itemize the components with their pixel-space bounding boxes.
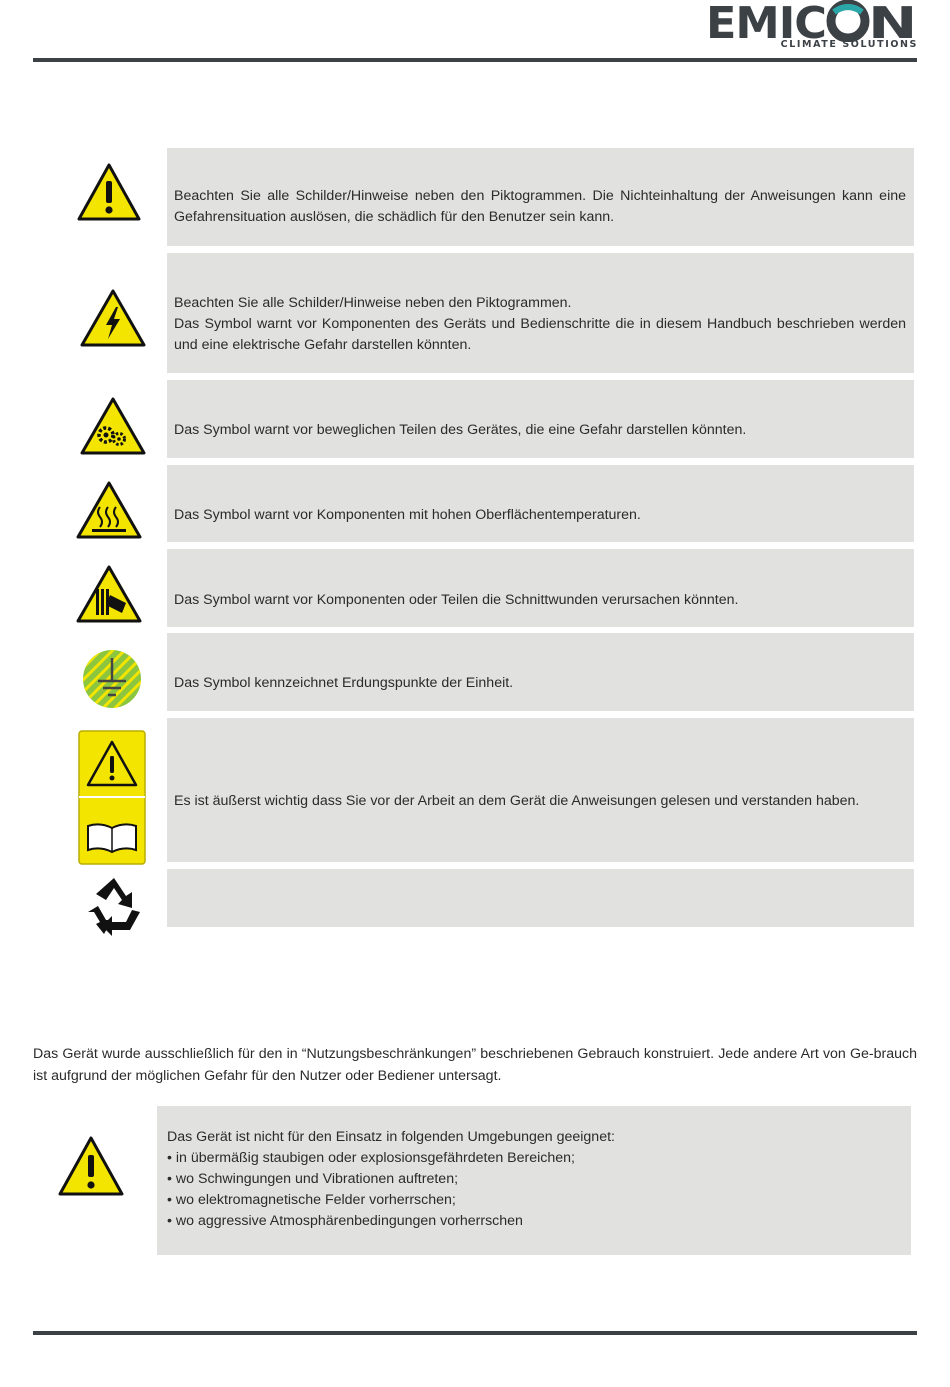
symbol-box-read-manual — [167, 718, 914, 862]
cut-hazard-icon — [76, 565, 142, 623]
symbol-text — [174, 293, 906, 356]
symbol-text: Das Symbol warnt vor Komponenten mit hohen Oberflächentemperaturen. — [174, 507, 641, 523]
recycling-icon — [82, 876, 146, 938]
symbol-text: Das Symbol warnt vor Komponenten oder Teilen die Schnittwunden verursachen könnten. — [174, 592, 739, 608]
read-manual-icon — [78, 730, 146, 865]
usage-warning-line: • wo aggressive Atmosphärenbedingungen vorherrschen — [167, 1213, 523, 1229]
symbol-box-recycling — [167, 869, 914, 927]
usage-warning-line: Das Gerät ist nicht für den Einsatz in folgenden Umgebungen geeignet: — [167, 1129, 615, 1145]
moving-parts-icon — [80, 397, 146, 455]
usage-warning-line: • in übermäßig staubigen oder explosionsgefährdeten Bereichen; — [167, 1150, 575, 1166]
usage-warning-line: • wo elektromagnetische Felder vorherrschen; — [167, 1192, 456, 1208]
symbol-text: Das Symbol warnt vor beweglichen Teilen des Gerätes, die eine Gefahr darstellen könnten. — [174, 422, 747, 438]
electrical-hazard-icon — [80, 289, 146, 347]
symbol-text: Das Symbol kennzeichnet Erdungspunkte der Einheit. — [174, 675, 514, 691]
symbol-text: Beachten Sie alle Schilder/Hinweise neben den Piktogrammen. Die Nichteinhaltung der Anweisungen kann eine Gefahrensituation auslösen, die schädlich für den Benutzer sein kann. — [174, 188, 906, 225]
emicon-logo — [706, 0, 918, 56]
usage-warning-text — [167, 1127, 903, 1232]
general-warning-icon — [77, 163, 141, 221]
svg-text:EMIC: EMIC — [706, 0, 826, 42]
usage-warning-box — [157, 1106, 911, 1255]
symbol-text-line: Beachten Sie alle Schilder/Hinweise neben den Piktogrammen. — [174, 295, 572, 311]
symbol-box-electrical — [167, 253, 914, 373]
logo-wordmark-graphic — [706, 0, 918, 42]
symbol-text-line: Das Symbol warnt vor Komponenten des Geräts und Bedienschritte die in diesem Handbuch beschrieben werden und eine elektrische Gefahr darstellen könnten. — [174, 316, 906, 353]
usage-paragraph: Das Gerät wurde ausschließlich für den in “Nutzungsbeschränkungen” beschriebenen Gebrauch konstruiert. Jede andere Art von Ge-brauch ist aufgrund der möglichen Gefahr für den Nutzer oder Bediener untersagt. — [33, 1046, 917, 1084]
footer-rule — [33, 1331, 917, 1335]
logo-tagline: CLIMATE SOLUTIONS — [780, 39, 918, 50]
header-rule — [33, 58, 917, 62]
svg-text:N: N — [868, 0, 916, 42]
symbol-box-cut-hazard — [167, 549, 914, 627]
hot-surface-icon — [76, 481, 142, 539]
symbol-text: Es ist äußerst wichtig dass Sie vor der Arbeit an dem Gerät die Anweisungen gelesen und verstanden haben. — [174, 793, 860, 809]
symbol-box-moving-parts — [167, 380, 914, 458]
symbol-box-hot-surface — [167, 465, 914, 542]
usage-warning-line: • wo Schwingungen und Vibrationen auftreten; — [167, 1171, 459, 1187]
symbol-box-general-warning — [167, 148, 914, 246]
general-warning-icon — [58, 1136, 124, 1196]
earth-ground-icon — [81, 648, 143, 710]
symbol-box-earth — [167, 633, 914, 711]
